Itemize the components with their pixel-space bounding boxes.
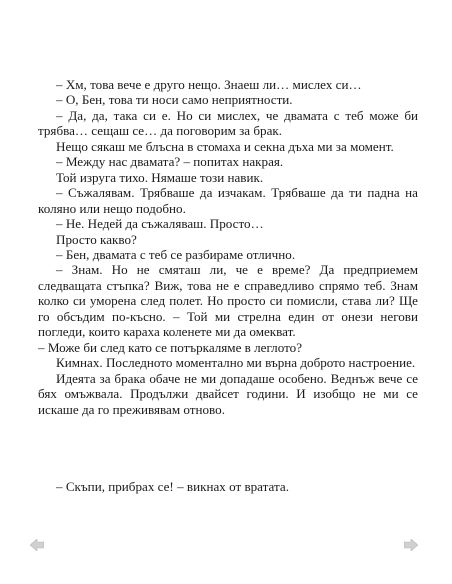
arrow-left-icon[interactable] [30,538,44,550]
paragraph: – Хм, това вече е друго нещо. Знаеш ли… мислех си… [56,77,362,92]
paragraph: – Между нас двамата? – попитах накрая. [56,154,284,170]
paragraph: – Да, да, така си е. Но си мислех, че двамата с теб може би трябва… сещаш се… да поговорим за брак. [38,107,418,139]
paragraph: – Бен, двамата с теб се разбираме отлично. [56,246,296,262]
paragraph: Нещо сякаш ме блъсна в стомаха и секна дъха ми за момент. [56,138,394,154]
section-break [38,417,418,479]
paragraph: Идеята за брака обаче не ми допадаше особено. Веднъж вече се бях омъжвала. Продължи двайсет години. И изобщо не ми се искаше да го преживявам отново. [38,370,418,417]
arrow-right-icon[interactable] [404,538,418,550]
paragraph: Той изруга тихо. Нямаше този навик. [56,169,264,185]
paragraph: – Може би след като се потъркаляме в леглото? [38,339,303,355]
paragraph: Кимнах. Последното моментално ми върна доброто настроение. [56,355,416,371]
paragraph: – Знам. Но не смяташ ли, че е време? Да предприемем следващата стъпка? Виж, това не е справедливо спрямо теб. Знам колко си уморена след полет. Но просто си помисли, става ли? Ще го обсъдим по-късно. – Той ми стрелна един от онези негови погледи, които караха коленете ми да омекват. [38,262,418,340]
paragraph: Просто какво? [56,231,137,247]
paragraph: – О, Бен, това ти носи само неприятности. [56,92,293,108]
paragraph: – Скъпи, прибрах се! – викнах от вратата. [56,478,289,494]
document-body [38,77,418,494]
paragraph: – Не. Недей да съжаляваш. Просто… [56,216,264,232]
paragraph: – Съжалявам. Трябваше да изчакам. Трябваше да ти падна на коляно или нещо подобно. [38,185,418,216]
